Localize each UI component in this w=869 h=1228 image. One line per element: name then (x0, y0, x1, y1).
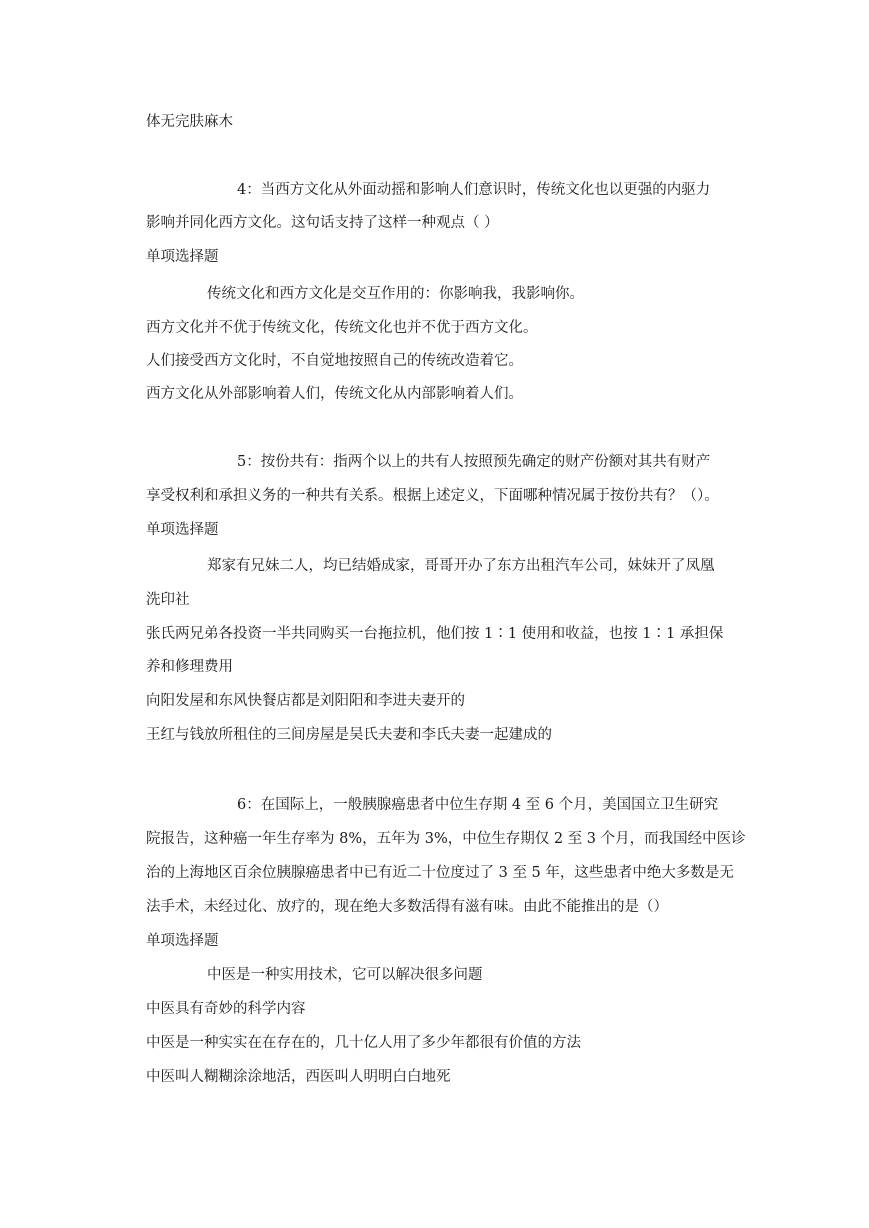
question-5-stem-line-1: 5：按份共有：指两个以上的共有人按照预先确定的财产份额对其共有财产 (237, 454, 711, 470)
question-6-stem-line-4: 法手术，未经过化、放疗的，现在绝大多数活得有滋有味。由此不能推出的是（） (146, 899, 668, 915)
question-5-option-a-line-1: 郑家有兄妹二人，均已结婚成家，哥哥开办了东方出租汽车公司，妹妹开了凤凰 (207, 558, 715, 574)
question-5-option-c: 向阳发屋和东风快餐店都是刘阳阳和李进夫妻开的 (146, 693, 465, 709)
question-6-type: 单项选择题 (146, 933, 219, 949)
question-6-option-d: 中医叫人糊糊涂涂地活，西医叫人明明白白地死 (146, 1069, 451, 1085)
question-4-option-d: 西方文化从外部影响着人们，传统文化从内部影响着人们。 (146, 386, 523, 402)
question-4-stem-line-1: 4：当西方文化从外面动摇和影响人们意识时，传统文化也以更强的内驱力 (237, 182, 711, 198)
question-5-option-d: 王红与钱放所租住的三间房屋是吴氏夫妻和李氏夫妻一起建成的 (146, 727, 552, 743)
question-4-option-b: 西方文化并不优于传统文化，传统文化也并不优于西方文化。 (146, 320, 538, 336)
fragment-text: 体无完肤麻木 (146, 114, 233, 130)
question-4-stem-line-2: 影响并同化西方文化。这句话支持了这样一种观点（ ） (146, 215, 499, 231)
question-6-stem-line-2: 院报告，这种癌一年生存率为 8%，五年为 3%，中位生存期仅 2 至 3 个月，而我国经中医诊 (146, 831, 746, 847)
question-5-stem-line-2: 享受权利和承担义务的一种共有关系。根据上述定义，下面哪种情况属于按份共有？（）。 (146, 488, 719, 504)
question-5-option-a-line-2: 洗印社 (146, 592, 190, 608)
question-6-stem-line-3: 治的上海地区百余位胰腺癌患者中已有近二十位度过了 3 至 5 年，这些患者中绝大多数是无 (146, 865, 734, 881)
question-5-type: 单项选择题 (146, 522, 219, 538)
question-6-option-b: 中医具有奇妙的科学内容 (146, 1001, 306, 1017)
question-4-option-a: 传统文化和西方文化是交互作用的：你影响我，我影响你。 (207, 286, 584, 302)
question-4-option-c: 人们接受西方文化时，不自觉地按照自己的传统改造着它。 (146, 353, 523, 369)
question-5-option-b-line-1: 张氏两兄弟各投资一半共同购买一台拖拉机，他们按 1∶1 使用和收益，也按 1∶1 承担保 (146, 626, 724, 642)
question-6-option-c: 中医是一种实实在在存在的，几十亿人用了多少年都很有价值的方法 (146, 1035, 581, 1051)
question-5-option-b-line-2: 养和修理费用 (146, 659, 233, 675)
question-6-option-a: 中医是一种实用技术，它可以解决很多问题 (207, 967, 483, 983)
question-4-type: 单项选择题 (146, 249, 219, 265)
question-6-stem-line-1: 6：在国际上，一般胰腺癌患者中位生存期 4 至 6 个月，美国国立卫生研究 (237, 797, 719, 813)
